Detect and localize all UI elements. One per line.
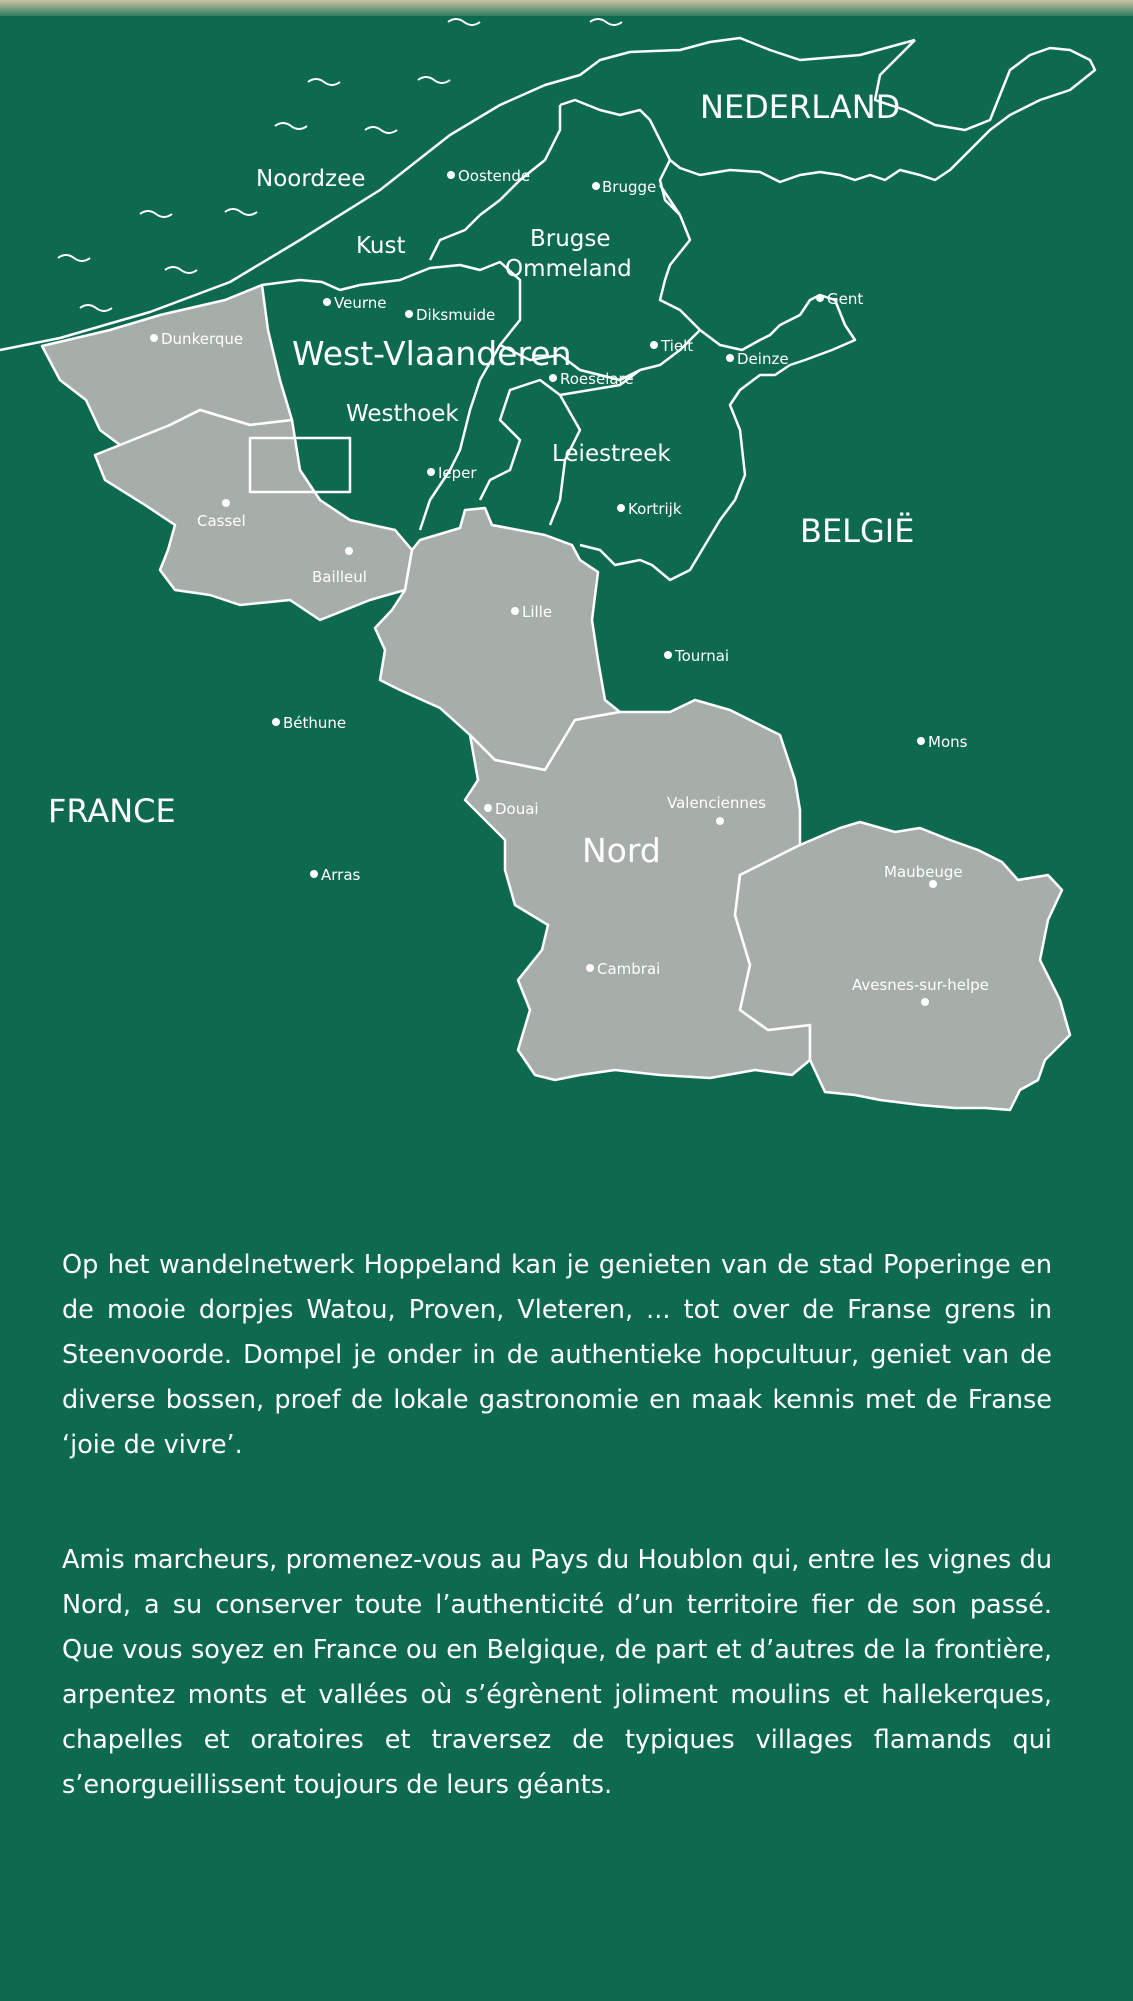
city-label-valenciennes: Valenciennes	[667, 794, 766, 812]
city-label-bethune: Béthune	[283, 714, 347, 732]
city-label-avesnes: Avesnes-sur-helpe	[852, 976, 989, 994]
region-flandre-dunkerque	[42, 285, 292, 445]
city-label-oostende: Oostende	[458, 167, 531, 185]
city-label-maubeuge: Maubeuge	[884, 863, 963, 881]
city-label-tournai: Tournai	[675, 647, 730, 665]
city-label-roeselare: Roeselare	[560, 370, 634, 388]
city-label-kortrijk: Kortrijk	[628, 500, 682, 518]
city-label-brugge: Brugge	[602, 178, 657, 196]
city-label-douai: Douai	[495, 800, 539, 818]
city-label-ieper: Ieper	[438, 464, 477, 482]
intro-paragraph-french: Amis marcheurs, promenez-vous au Pays du Houblon qui, entre les vignes du Nord, a su conserver toute l’authenticité d’un territoire fier de son passé. Que vous soyez en France ou en Belgique, de part et d’autres de la frontière, arpentez monts et vallées où s’égrènent joliment moulins et hallekerques, chapelles et oratoires et traversez de typiques villages flamands qui s’enorgueillissent toujours de leurs géants.	[62, 1545, 1052, 1800]
city-label-gent: Gent	[827, 290, 864, 308]
region-label-westhoek: Westhoek	[346, 401, 459, 427]
region-label-leiestreek: Leiestreek	[552, 441, 671, 467]
city-label-diksmuide: Diksmuide	[416, 306, 496, 324]
country-label-france: FRANCE	[48, 792, 176, 830]
country-label-nederland: NEDERLAND	[700, 88, 901, 126]
city-label-cassel: Cassel	[197, 512, 246, 530]
region-label-brugse: Brugse	[530, 226, 611, 252]
city-label-tielt: Tielt	[661, 337, 694, 355]
coastline	[0, 38, 915, 350]
city-label-deinze: Deinze	[737, 350, 789, 368]
city-label-dunkerque: Dunkerque	[161, 330, 244, 348]
region-label-kust: Kust	[356, 233, 406, 259]
city-label-bailleul: Bailleul	[312, 568, 367, 586]
region-flandre-cassel	[95, 410, 412, 620]
region-label-west-vlaanderen: West-Vlaanderen	[292, 334, 572, 373]
city-label-veurne: Veurne	[334, 294, 387, 312]
intro-paragraph-dutch: Op het wandelnetwerk Hoppeland kan je genieten van de stad Poperinge en de mooie dorpjes Watou, Proven, Vleteren, ... tot over de Franse grens in Steenvoorde. Dompel je onder in de authentieke hopcultuur, geniet van de diverse bossen, proef de lokale gastronomie en maak kennis met de Franse ‘joie de vivre’.	[62, 1250, 1052, 1460]
city-label-mons: Mons	[928, 733, 968, 751]
country-label-belgie: BELGIË	[800, 512, 915, 550]
sea-label-noordzee: Noordzee	[256, 166, 366, 192]
city-label-cambrai: Cambrai	[597, 960, 661, 978]
region-label-nord: Nord	[582, 831, 661, 870]
city-label-arras: Arras	[321, 866, 361, 884]
region-label-ommeland: Ommeland	[505, 256, 632, 282]
city-label-lille: Lille	[522, 603, 553, 621]
